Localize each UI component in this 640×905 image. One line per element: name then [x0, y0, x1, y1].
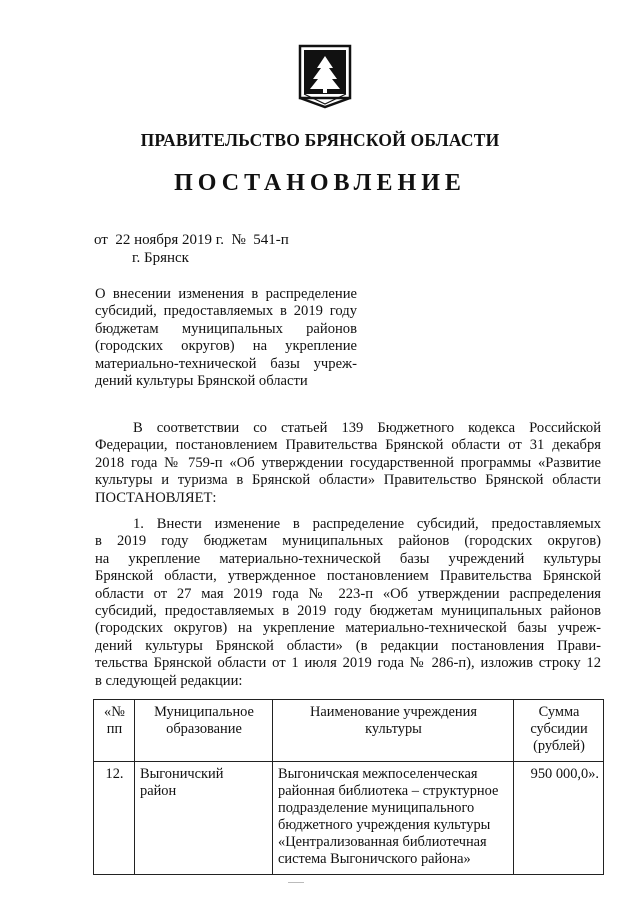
date-number-line: от 22 ноября 2019 г. № 541-п [94, 232, 289, 248]
clause-line: тельства Брянской области от 1 июля 2019 года № 286-п), изложив строку 12 [95, 655, 601, 672]
city-line: г. Брянск [132, 250, 189, 266]
column-header-amount: Сумма субсидии (рублей) [514, 700, 604, 762]
clause-line: в 2019 году бюджетам муниципальных районов (городских округов) [95, 533, 601, 550]
clause-line: субсидий, предоставляемых в 2019 году бюджетам муниципальных районов [95, 603, 601, 620]
subject-line: дений культуры Брянской области [95, 373, 308, 390]
clause-line: Брянской области, утвержденное постановлением Правительства Брянской [95, 568, 601, 585]
document-subject [95, 286, 357, 390]
page-mark [288, 882, 304, 883]
government-title: ПРАВИТЕЛЬСТВО БРЯНСКОЙ ОБЛАСТИ [140, 130, 500, 150]
column-header-institution: Наименование учреждения культуры [273, 700, 514, 762]
subsidy-distribution-table [93, 699, 604, 875]
institution-cell: Выгоничская межпоселенческая районная библиотека – структурное подразделение муниципального бюджетного учреждения культуры «Централизованная библиотечная система Выгоничского района» [273, 762, 514, 875]
subject-line: бюджетам муниципальных районов [95, 320, 357, 337]
subject-line: (городских округов) на укрепление [95, 338, 357, 355]
subject-line: О внесении изменения в распределение [95, 286, 357, 302]
clause-1-paragraph [95, 516, 601, 690]
preamble-paragraph [95, 420, 601, 507]
clause-line: области от 27 мая 2019 года № 223-п «Об утверждении распределения [95, 585, 601, 602]
document-type-title: ПОСТАНОВЛЕНИЕ [174, 170, 466, 196]
amount-cell: 950 000,0». [514, 762, 604, 875]
municipality-cell: Выгоничский район [135, 762, 273, 875]
preamble-line: 2018 года № 759-п «Об утверждении государственной программы «Развитие [95, 454, 601, 471]
clause-line: дений культуры Брянской области» (в редакции постановления Прави- [95, 637, 601, 654]
clause-line: на укрепление материально-технической базы учреждений культуры [95, 550, 601, 567]
column-header-municipality: Муниципальное образование [135, 700, 273, 762]
preamble-line: ПОСТАНОВЛЯЕТ: [95, 489, 217, 506]
subject-line: материально-технической базы учреж- [95, 355, 357, 372]
preamble-line: Федерации, постановлением Правительства Брянской области от 31 декабря [95, 437, 601, 454]
row-number-cell: 12. [94, 762, 135, 875]
subject-line: субсидий, предоставляемых в 2019 году [95, 303, 357, 320]
preamble-line: В соответствии со статьей 139 Бюджетного кодекса Российской [133, 420, 601, 436]
column-header-number: «№ пп [94, 700, 135, 762]
preamble-line: культуры и туризма в Брянской области» Правительство Брянской области [95, 472, 601, 489]
coat-of-arms-icon [298, 44, 352, 110]
clause-line: (городских округов) на укрепление материально-технической базы учреж- [95, 620, 601, 637]
clause-line: в следующей редакции: [95, 672, 243, 689]
table-header-row [94, 700, 604, 762]
table-row [94, 762, 604, 875]
clause-line: 1. Внести изменение в распределение субсидий, предоставляемых [133, 516, 601, 532]
